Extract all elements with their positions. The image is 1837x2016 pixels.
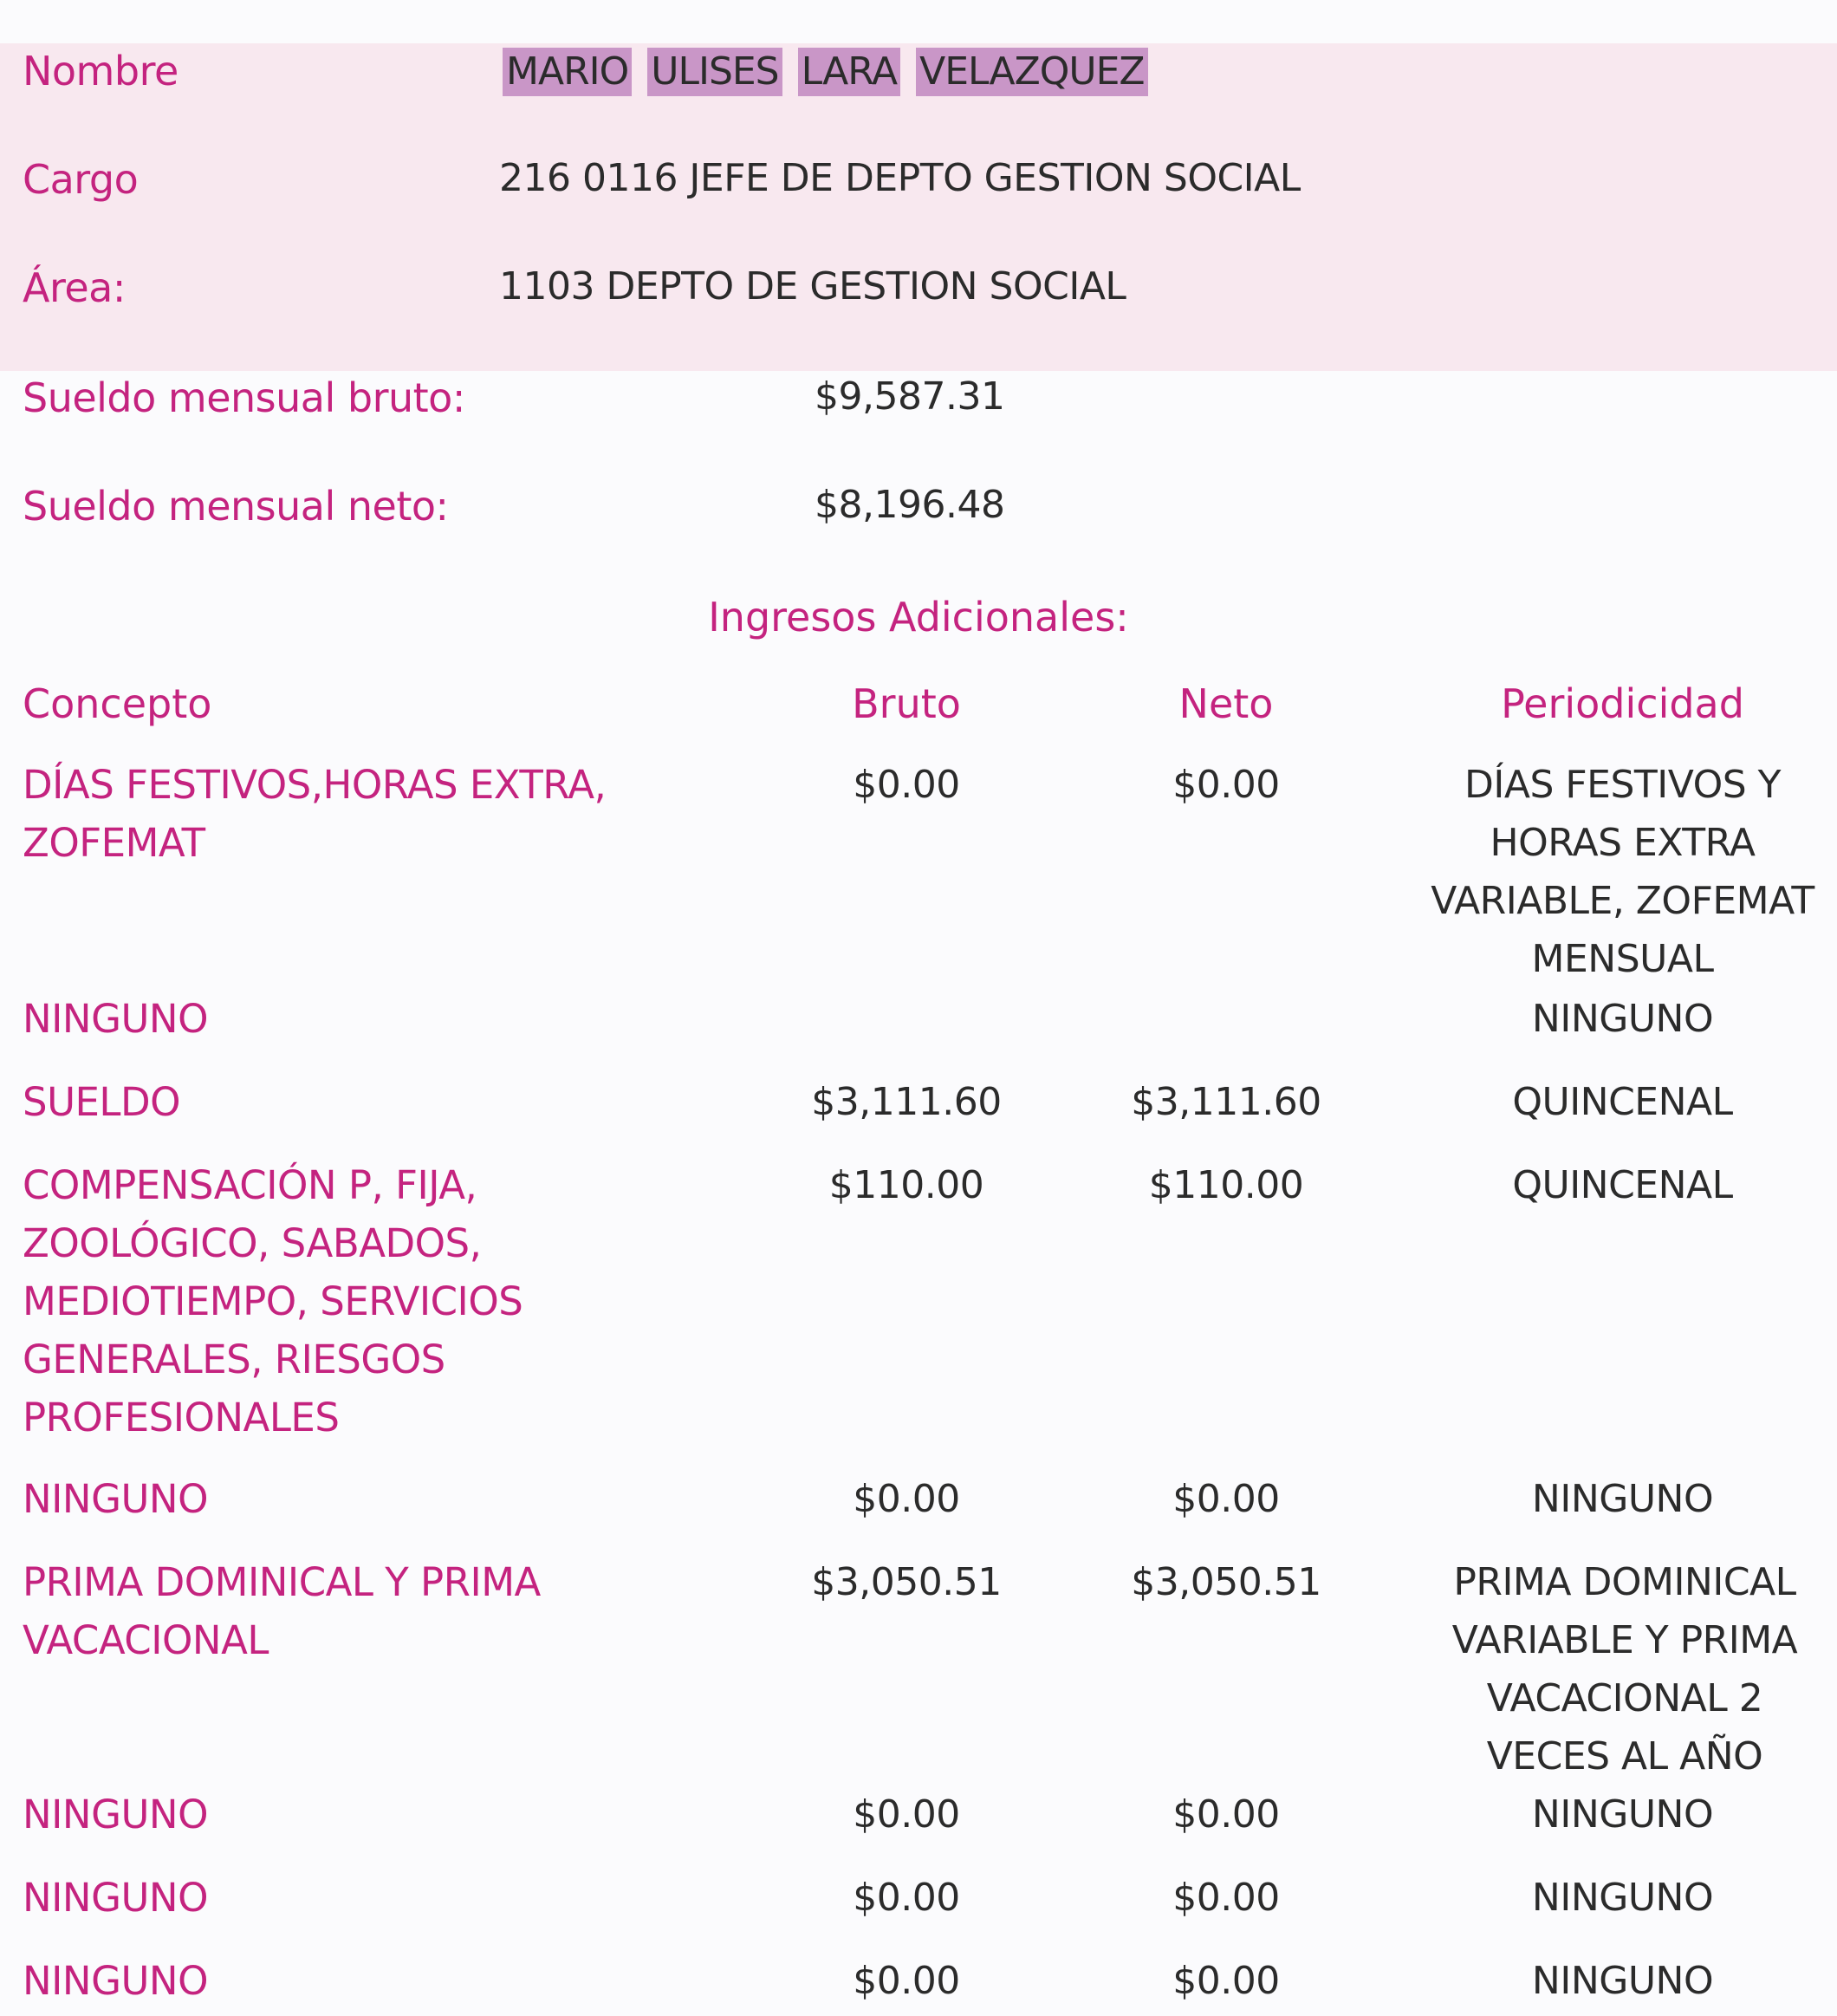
row-concepto: PRIMA DOMINICAL Y PRIMA VACACIONAL	[23, 1559, 541, 1663]
row-concepto: NINGUNO	[23, 1958, 208, 2004]
row-periodicidad: NINGUNO	[1531, 1477, 1714, 1521]
name-part: VELAZQUEZ	[916, 48, 1147, 96]
employee-name	[503, 48, 1148, 96]
row-concepto: NINGUNO	[23, 1792, 208, 1837]
name-part: LARA	[798, 48, 901, 96]
column-header-concepto: Concepto	[23, 680, 212, 727]
row-periodicidad: DÍAS FESTIVOS Y HORAS EXTRA VARIABLE, ZOFEMAT MENSUAL	[1431, 763, 1814, 981]
cargo-value: 216 0116 JEFE DE DEPTO GESTION SOCIAL	[499, 156, 1301, 200]
row-bruto: $0.00	[853, 1477, 960, 1521]
row-bruto: $3,050.51	[811, 1560, 1002, 1604]
row-bruto: $0.00	[853, 1876, 960, 1920]
sueldo-bruto-value: $9,587.31	[815, 374, 1005, 419]
row-neto: $0.00	[1172, 1792, 1280, 1837]
ingresos-adicionales-title: Ingresos Adicionales:	[708, 594, 1129, 641]
name-part: ULISES	[647, 48, 782, 96]
row-periodicidad: QUINCENAL	[1512, 1163, 1733, 1207]
row-bruto: $0.00	[853, 1959, 960, 2003]
sueldo-neto-label: Sueldo mensual neto:	[23, 483, 449, 530]
row-bruto: $0.00	[853, 1792, 960, 1837]
row-bruto: $110.00	[828, 1163, 984, 1207]
row-neto: $3,050.51	[1131, 1560, 1321, 1604]
row-concepto: COMPENSACIÓN P, FIJA, ZOOLÓGICO, SABADOS, MEDIOTIEMPO, SERVICIOS GENERALES, RIESGOS PROFESIONALES	[23, 1162, 523, 1440]
sueldo-bruto-label: Sueldo mensual bruto:	[23, 374, 465, 421]
name-part: MARIO	[503, 48, 632, 96]
row-concepto: DÍAS FESTIVOS,HORAS EXTRA, ZOFEMAT	[23, 762, 607, 866]
sueldo-neto-value: $8,196.48	[815, 483, 1005, 527]
row-concepto: NINGUNO	[23, 996, 208, 1042]
row-bruto: $3,111.60	[811, 1080, 1002, 1124]
column-header-neto: Neto	[1178, 680, 1274, 727]
row-concepto: NINGUNO	[23, 1875, 208, 1921]
cargo-label: Cargo	[23, 156, 139, 203]
area-value: 1103 DEPTO DE GESTION SOCIAL	[499, 264, 1126, 309]
column-header-bruto: Bruto	[852, 680, 961, 727]
row-neto: $3,111.60	[1131, 1080, 1321, 1124]
nombre-label: Nombre	[23, 48, 179, 94]
row-periodicidad: NINGUNO	[1531, 1959, 1714, 2003]
row-neto: $0.00	[1172, 1876, 1280, 1920]
row-periodicidad: NINGUNO	[1531, 1876, 1714, 1920]
row-neto: $0.00	[1172, 1477, 1280, 1521]
row-periodicidad: PRIMA DOMINICAL VARIABLE Y PRIMA VACACIONAL 2 VECES AL AÑO	[1451, 1560, 1798, 1779]
row-concepto: SUELDO	[23, 1079, 181, 1125]
row-neto: $0.00	[1172, 763, 1280, 807]
row-periodicidad: NINGUNO	[1531, 1792, 1714, 1837]
row-bruto: $0.00	[853, 763, 960, 807]
row-periodicidad: NINGUNO	[1531, 997, 1714, 1041]
row-periodicidad: QUINCENAL	[1512, 1080, 1733, 1124]
column-header-periodicidad: Periodicidad	[1501, 680, 1744, 727]
area-label: Área:	[23, 264, 126, 311]
row-concepto: NINGUNO	[23, 1476, 208, 1522]
row-neto: $0.00	[1172, 1959, 1280, 2003]
row-neto: $110.00	[1148, 1163, 1304, 1207]
